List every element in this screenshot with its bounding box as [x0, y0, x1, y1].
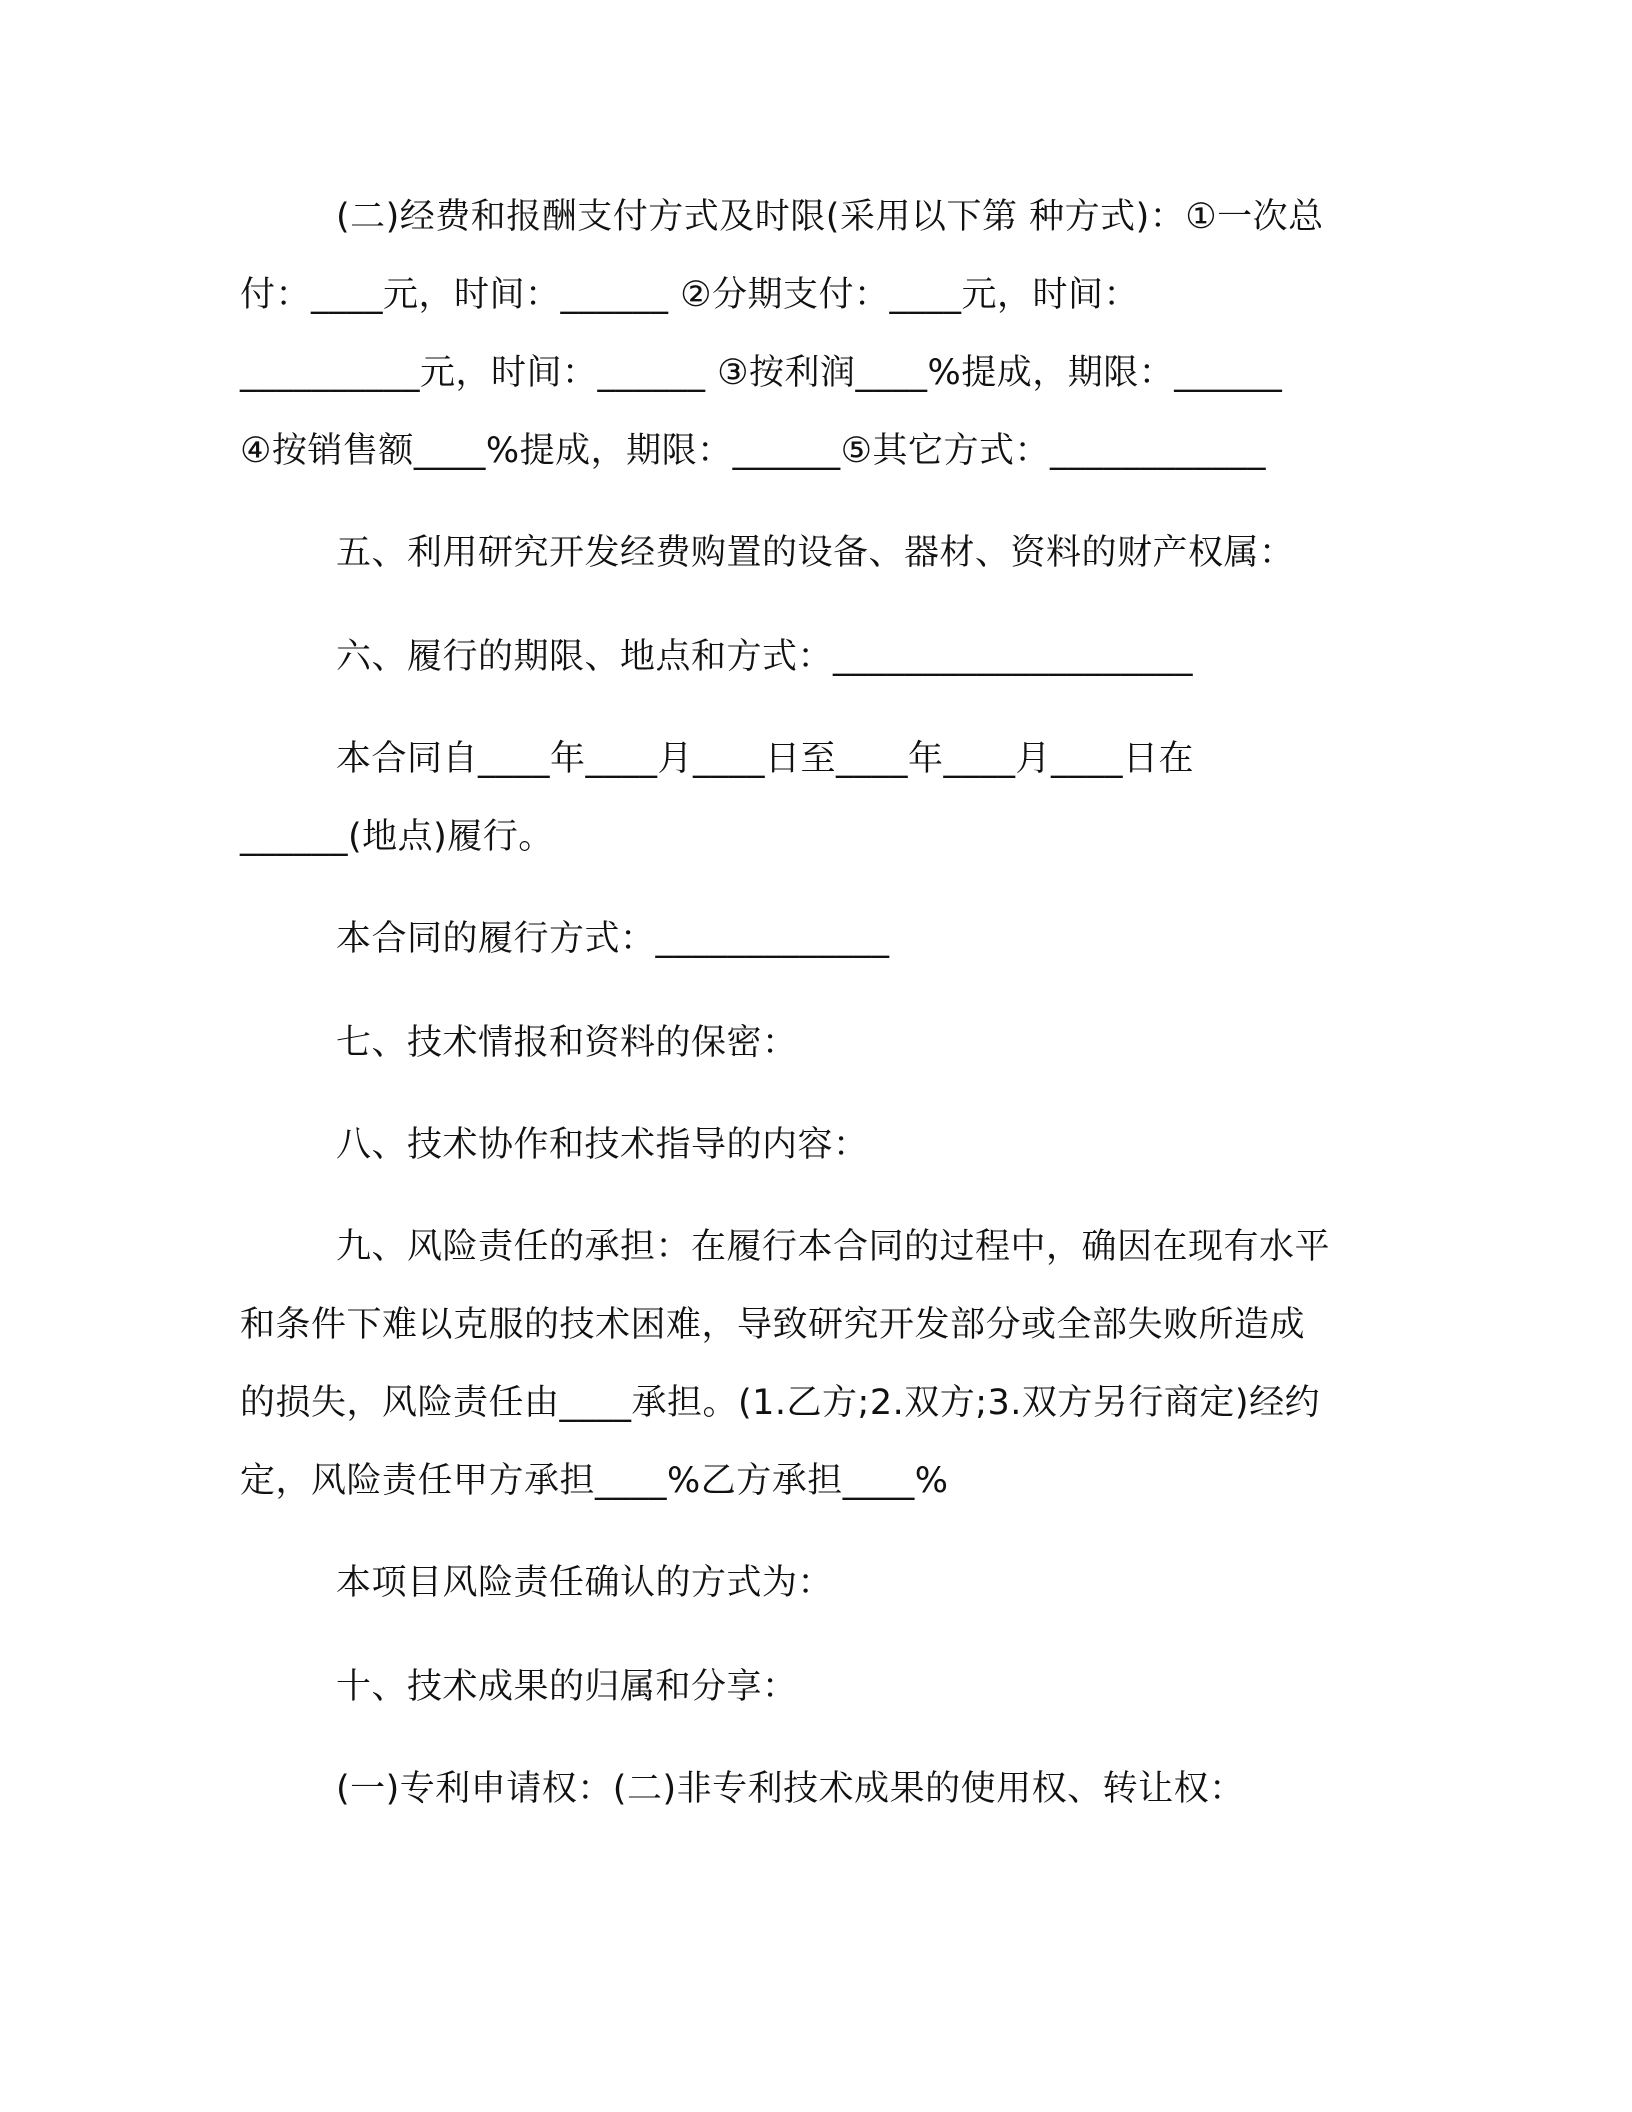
performance-method-line: 本合同的履行方式：_____________	[336, 919, 890, 959]
text-line: ④按销售额____%提成，期限：______⑤其它方式：____________	[240, 431, 1267, 471]
risk-confirmation-line: 本项目风险责任确认的方式为：	[336, 1563, 834, 1603]
text-line: (二)经费和报酬支付方式及时限(采用以下第 种方式)：①一次总	[336, 197, 1324, 237]
text-line: __________元，时间：______ ③按利润____%提成，期限：______	[240, 353, 1283, 393]
section-8-heading: 八、技术协作和技术指导的内容：	[336, 1125, 869, 1165]
text-line: 本合同自____年____月____日至____年____月____日在	[336, 739, 1195, 779]
text-line: 付：____元，时间：______ ②分期支付：____元，时间：	[240, 275, 1140, 315]
text-line: ______(地点)履行。	[240, 817, 554, 857]
section-10-heading: 十、技术成果的归属和分享：	[336, 1667, 798, 1707]
section-7-heading: 七、技术情报和资料的保密：	[336, 1023, 798, 1063]
text-line: 的损失，风险责任由____承担。(1.乙方;2.双方;3.双方另行商定)经约	[240, 1383, 1321, 1423]
text-line: 九、风险责任的承担：在履行本合同的过程中，确因在现有水平	[336, 1227, 1331, 1267]
patent-rights-line: (一)专利申请权：(二)非专利技术成果的使用权、转让权：	[336, 1769, 1245, 1809]
section-6-heading: 六、履行的期限、地点和方式：____________________	[336, 637, 1194, 677]
section-5-heading: 五、利用研究开发经费购置的设备、器材、资料的财产权属：	[336, 533, 1295, 573]
text-line: 和条件下难以克服的技术困难，导致研究开发部分或全部失败所造成	[240, 1305, 1306, 1345]
text-line: 定，风险责任甲方承担____%乙方承担____%	[240, 1461, 949, 1501]
